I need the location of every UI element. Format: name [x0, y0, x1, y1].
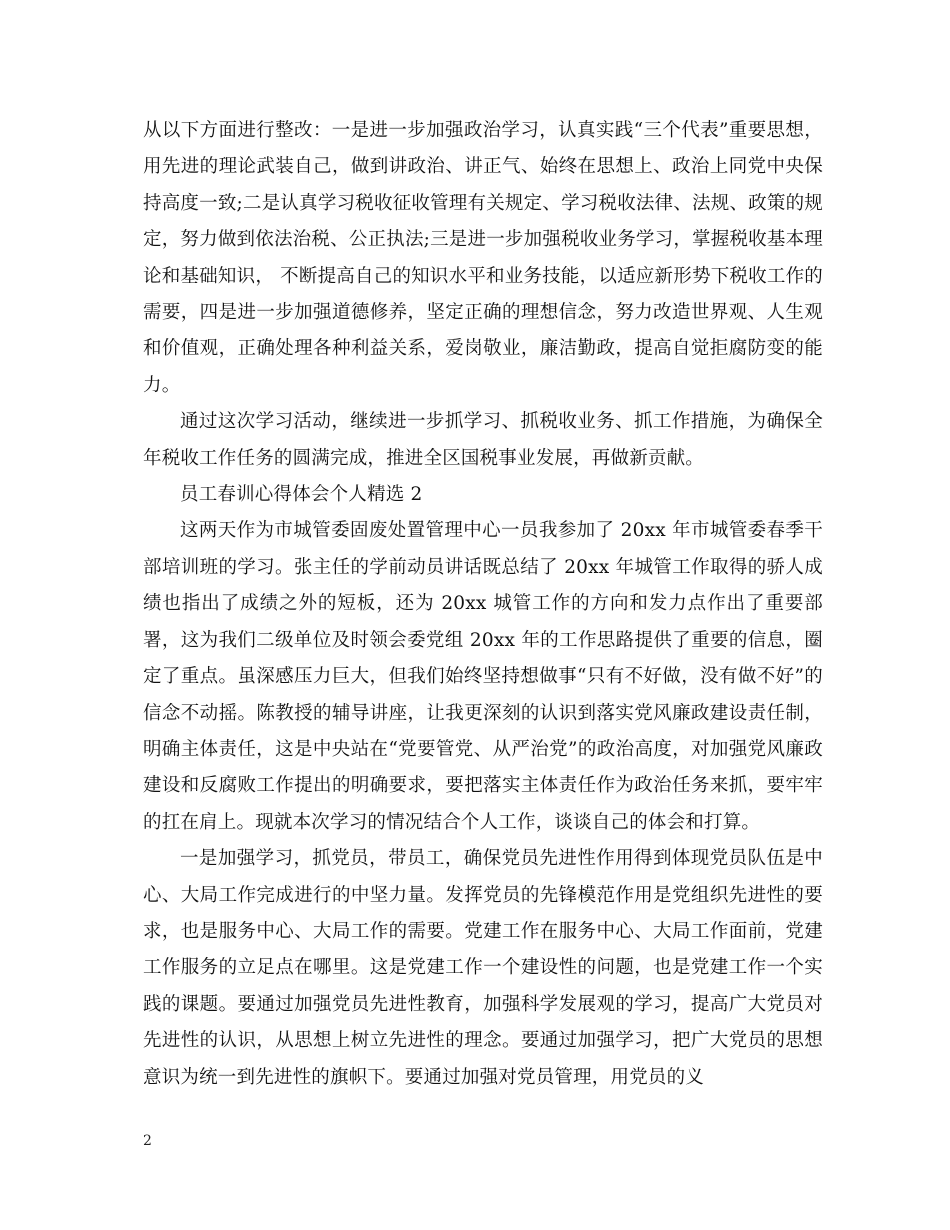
paragraph-training-experience: 这两天作为市城管委固废处置管理中心一员我参加了 20xx 年市城管委春季干部培训班的学习。张主任的学前动员讲话既总结了 20xx 年城管工作取得的骄人成绩也指出了成绩之外的短板，还为 20xx 城管工作的方向和发力点作出了重要部署，这为我们二级单位及时领会委党组 20xx 年的工作思路提供了重要的信息，圈定了重点。虽深感压力巨大，但我们始终坚持想做事“只有不好做，没有做不好”的信念不动摇。陈教授的辅导讲座，让我更深刻的认识到落实党风廉政建设责任制，明确主体责任，这是中央站在“党要管党、从严治党”的政治高度，对加强党风廉政建设和反腐败工作提出的明确要求，要把落实主体责任作为政治任务来抓，要牢牢的扛在肩上。现就本次学习的情况结合个人工作，谈谈自己的体会和打算。 [143, 520, 823, 833]
paragraph-rectification-measures: 从以下方面进行整改：一是进一步加强政治学习，认真实践“三个代表”重要思想，用先进的理论武装自己，做到讲政治、讲正气、始终在思想上、政治上同党中央保持高度一致;二是认真学习税收征收管理有关规定、学习税收法律、法规、政策的规定，努力做到依法治税、公正执法;三是进一步加强税收业务学习，掌握税收基本理论和基础知识， 不断提高自己的知识水平和业务技能，以适应新形势下税收工作的需要，四是进一步加强道德修养，坚定正确的理想信念，努力改造世界观、人生观和价值观，正确处理各种利益关系，爱岗敬业，廉洁勤政，提高自觉拒腐防变的能力。 [143, 120, 823, 396]
section-heading: 员工春训心得体会个人精选 2 [180, 484, 423, 506]
document-body [143, 113, 823, 1096]
paragraph-party-member-study: 一是加强学习，抓党员，带员工，确保党员先进性作用得到体现党员队伍是中心、大局工作完成进行的中坚力量。发挥党员的先锋模范作用是党组织先进性的要求，也是服务中心、大局工作的需要。党建工作在服务中心、大局工作面前，党建工作服务的立足点在哪里。这是党建工作一个建设性的问题，也是党建工作一个实践的课题。要通过加强党员先进性教育，加强科学发展观的学习，提高广大党员对先进性的认识，从思想上树立先进性的理念。要通过加强学习，把广大党员的思想意识为统一到先进性的旗帜下。要通过加强对党员管理，用党员的义 [143, 848, 823, 1088]
paragraph-study-activity-summary: 通过这次学习活动，继续进一步抓学习、抓税收业务、抓工作措施，为确保全年税收工作任务的圆满完成，推进全区国税事业发展，再做新贡献。 [143, 411, 823, 469]
page-number: 2 [143, 1133, 152, 1149]
